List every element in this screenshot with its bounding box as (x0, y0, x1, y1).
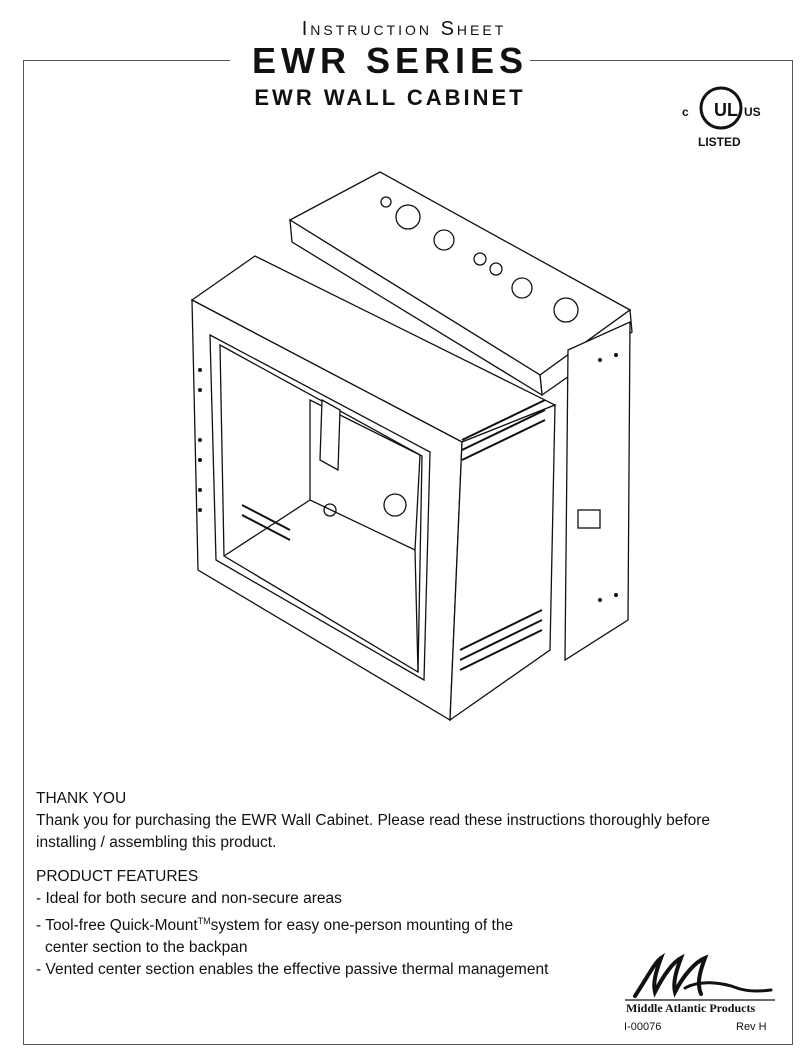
header-series-title: EWR SERIES (251, 40, 529, 81)
feature-2-end: system for easy one-person mounting of the (210, 917, 514, 935)
trademark-mark: TM (197, 916, 211, 926)
ul-left-text: c (682, 105, 689, 119)
feature-item-2-continued: center section to the backpan (45, 939, 248, 957)
ul-right-text: US (744, 105, 761, 119)
feature-2-start: - Tool-free Quick-Mount (36, 917, 198, 935)
revision-label: Rev H (736, 1021, 767, 1033)
company-name: Middle Atlantic Products (626, 1001, 756, 1015)
feature-item-2 (36, 910, 756, 937)
thank-you-text: Thank you for purchasing the EWR Wall Cabinet. Please read these instructions thoroughly before installing / assembling this product. (36, 812, 711, 851)
ul-bottom-text: LISTED (698, 135, 741, 149)
cabinet-illustration (180, 160, 640, 740)
header-instruction-sheet: Instruction Sheet (301, 18, 507, 40)
thank-you-heading: THANK YOU (36, 790, 127, 807)
feature-item-1: - Ideal for both secure and non-secure areas (36, 890, 342, 907)
features-heading: PRODUCT FEATURES (36, 868, 199, 885)
middle-atlantic-logo (625, 948, 775, 1008)
ul-center-text: UL (714, 100, 738, 120)
header-product-name: EWR WALL CABINET (254, 85, 526, 110)
document-code: I-00076 (624, 1021, 662, 1033)
ul-listed-mark (676, 80, 766, 152)
feature-item-3: - Vented center section enables the effective passive thermal management (36, 961, 549, 979)
